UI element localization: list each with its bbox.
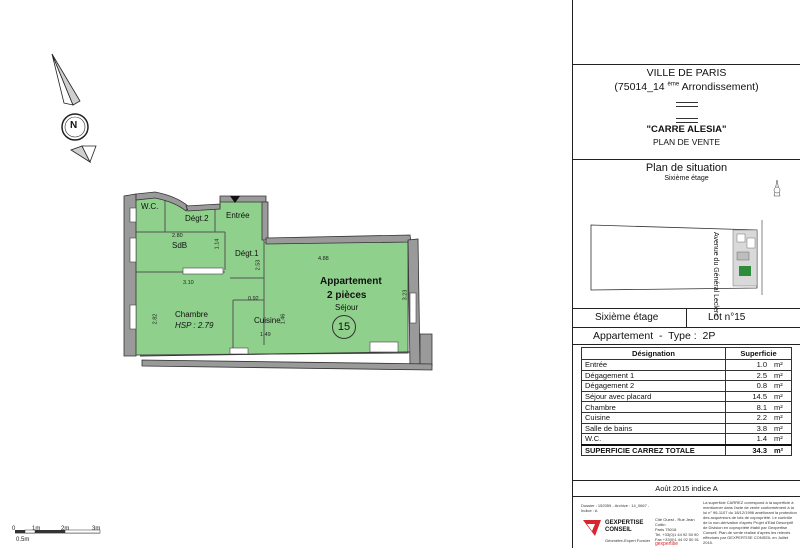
room-label-entree: Entrée	[226, 211, 250, 220]
area-unit: m²	[770, 360, 792, 371]
lot-floor: Sixième étage	[595, 312, 659, 323]
dimension-label: 2.80	[172, 233, 183, 239]
north-arrow-icon	[52, 54, 96, 162]
dimension-label: 2.82	[152, 313, 159, 325]
lot-number: Lot n°15	[708, 312, 746, 323]
area-value: 14.5	[726, 391, 771, 402]
table-row	[582, 434, 792, 445]
scale-label: 0	[12, 526, 16, 532]
area-unit: m²	[770, 402, 792, 413]
area-unit: m²	[770, 391, 792, 402]
room-label-chambre: Chambre	[175, 310, 208, 319]
company-tagline: Géomètre-Expert Foncier	[605, 538, 651, 543]
district-line	[573, 81, 800, 93]
apartment-type: Appartement - Type : 2P	[593, 330, 716, 342]
area-designation: Salle de bains	[582, 423, 726, 434]
table-row	[582, 381, 792, 392]
area-designation: Séjour avec placard	[582, 391, 726, 402]
area-value: 3.8	[726, 423, 771, 434]
company-address-line: Tel. +33(0)1 44 92 50 90	[655, 532, 699, 537]
title-block	[572, 0, 800, 548]
area-value: 1.4	[726, 434, 771, 445]
project-name: "CARRE ALESIA"	[646, 124, 727, 135]
dossier-ref: Dossier : 152059 - Archive : 14_0667 - Indice : A	[581, 503, 650, 513]
dimension-label: 2.53	[255, 259, 262, 271]
scale-label: 3m	[92, 526, 101, 532]
table-row	[582, 370, 792, 381]
area-designation: Entrée	[582, 360, 726, 371]
situation-floor: Sixième étage	[664, 175, 709, 182]
plan-type: PLAN DE VENTE	[652, 137, 721, 147]
divider-mark	[676, 102, 698, 107]
area-value: 0.8	[726, 381, 771, 392]
brand-mark: gexpertise	[655, 541, 679, 547]
apartment-title-line-1: Appartement	[320, 276, 382, 287]
total-row	[582, 445, 792, 456]
scale-label: 1m	[32, 526, 41, 532]
area-designation: Chambre	[582, 402, 726, 413]
room-label-degt2: Dégt.2	[185, 214, 209, 223]
scale-label: 0.5m	[16, 537, 30, 543]
table-header-row	[582, 348, 792, 360]
area-unit: m²	[770, 381, 792, 392]
room-label-degt1: Dégt.1	[235, 249, 259, 258]
room-label-wc: W.C.	[141, 202, 159, 211]
dimension-label: 0.92	[248, 296, 259, 302]
dimension-label: 3.23	[402, 289, 409, 301]
col-area-header: Superficie	[726, 348, 792, 360]
area-unit: m²	[770, 370, 792, 381]
divider-mark	[676, 118, 698, 123]
table-row	[582, 423, 792, 434]
area-unit: m²	[770, 412, 792, 423]
dimension-label: 1.49	[260, 332, 271, 338]
company-address-line: Cité Ouest - Rue Jean Cottin	[655, 517, 695, 527]
dimension-label: 3.10	[183, 280, 194, 286]
areas-table	[581, 347, 792, 456]
situation-map	[587, 180, 797, 300]
lot-number-badge: 15	[332, 315, 356, 339]
area-designation: Cuisine	[582, 412, 726, 423]
company-address	[655, 517, 701, 547]
area-designation: W.C.	[582, 434, 726, 445]
area-unit: m²	[770, 434, 792, 445]
district-sup: ème	[667, 81, 680, 88]
area-unit: m²	[770, 423, 792, 434]
city-name: VILLE DE PARIS	[646, 67, 727, 79]
street-label: Avenue du Général Leclerc	[712, 232, 719, 317]
dimension-label: 1.46	[280, 313, 287, 325]
apartment-title-line-2: 2 pièces	[327, 290, 367, 301]
company-address-line: Paris 75018	[655, 527, 677, 532]
room-label-sdb: SdB	[172, 241, 188, 250]
area-value: 1.0	[726, 360, 771, 371]
room-label-hsp: HSP : 2.79	[175, 321, 214, 330]
situation-title: Plan de situation	[645, 162, 728, 174]
compass-north-label: N	[70, 120, 78, 131]
area-value: 2.5	[726, 370, 771, 381]
area-designation: Dégagement 2	[582, 381, 726, 392]
disclaimer-text: La superficie CARREZ correspond à la superficie à mentionner dans l'acte de vente conformément à la loi n° 96-1107 du 18/12/1996 améliorant la protection des acquéreurs de lots de copropriété. Le contrôle de la non-dérivation d'après Projet d'Etat Descriptif de Division en copropriété établi par Gexpertise Conseil. Plan de vente réalisé d'après les relevés effectués par GEXPERTISE CONSEIL en Juillet 2015.	[703, 500, 797, 545]
area-designation: Dégagement 1	[582, 370, 726, 381]
district-prefix: (75014_14	[614, 81, 665, 93]
table-row	[582, 360, 792, 371]
room-label-cuisine: Cuisine	[254, 316, 281, 325]
table-row	[582, 391, 792, 402]
total-label: SUPERFICIE CARREZ TOTALE	[582, 445, 726, 456]
area-value: 2.2	[726, 412, 771, 423]
lot-divider	[686, 308, 687, 327]
table-row	[582, 412, 792, 423]
revision-date: Août 2015 indice A	[655, 484, 718, 493]
gexpertise-logo-icon	[581, 516, 603, 538]
company-name: GEXPERTISE CONSEIL	[605, 520, 644, 533]
table-row	[582, 402, 792, 413]
room-label-sejour: Séjour	[335, 303, 359, 312]
north-arrow-icon	[774, 180, 780, 196]
company-address-line: Fax +33(0)1 44 92 50 91	[655, 537, 699, 542]
scale-label: 2m	[61, 526, 70, 532]
district-suffix: Arrondissement)	[681, 81, 759, 93]
col-designation-header: Désignation	[582, 348, 726, 360]
area-unit: m²	[770, 445, 792, 456]
dimension-label: 4.88	[318, 256, 329, 262]
total-value: 34.3	[726, 445, 771, 456]
scale-bar	[15, 530, 100, 533]
dimension-label: 1.14	[214, 238, 221, 250]
area-value: 8.1	[726, 402, 771, 413]
